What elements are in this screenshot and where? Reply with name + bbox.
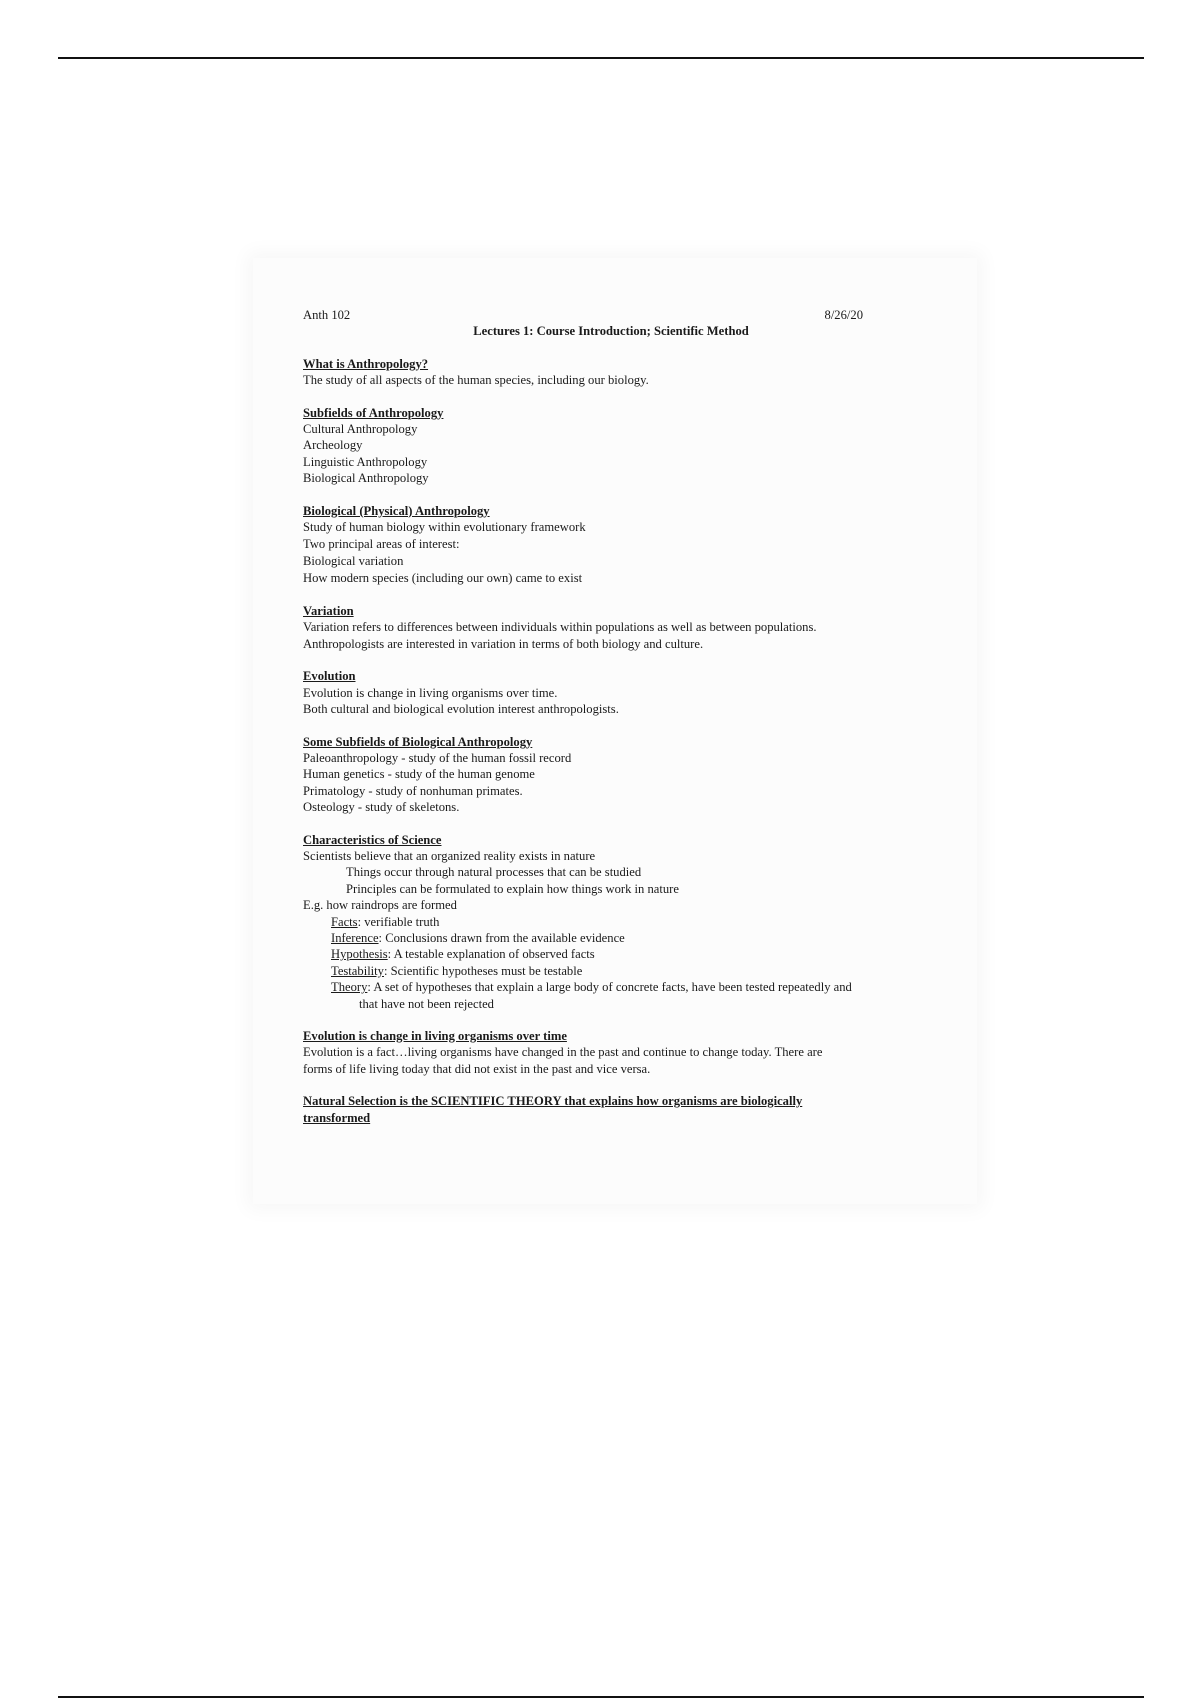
definition-term: Facts <box>331 914 358 929</box>
section-evolution-change <box>303 1028 943 1077</box>
definition-text: : Scientific hypotheses must be testable <box>383 963 583 978</box>
definition-term: Hypothesis <box>331 947 388 962</box>
text-line: The study of all aspects of the human species, including our biology. <box>303 373 649 388</box>
section-heading: Subfields of Anthropology <box>303 405 444 420</box>
list-item: Cultural Anthropology <box>303 422 418 437</box>
text-line: Two principal areas of interest: <box>303 537 460 552</box>
top-rule <box>58 57 1144 59</box>
section-heading: Natural Selection is the SCIENTIFIC THEORY that explains how organisms are biologically <box>303 1094 803 1109</box>
definition-item <box>303 963 943 979</box>
section-heading: Evolution is change in living organisms over time <box>303 1029 567 1043</box>
section-biological-anthropology <box>303 503 943 587</box>
list-item: Linguistic Anthropology <box>303 454 428 469</box>
section-subfields <box>303 405 943 487</box>
list-item: Human genetics - study of the human genome <box>303 767 535 782</box>
section-variation <box>303 603 943 652</box>
section-heading-continued: transformed <box>303 1110 371 1125</box>
course-code: Anth 102 <box>303 308 351 322</box>
section-heading: What is Anthropology? <box>303 356 429 371</box>
definition-item <box>303 914 943 930</box>
section-heading: Evolution <box>303 669 356 684</box>
lecture-notes <box>303 307 943 1126</box>
text-line: E.g. how raindrops are formed <box>303 898 457 913</box>
lecture-title: Lectures 1: Course Introduction; Scientific Method <box>473 324 749 339</box>
text-line: How modern species (including our own) came to exist <box>303 571 583 586</box>
text-line: Variation refers to differences between individuals within populations as well as between populations. <box>303 620 817 635</box>
section-bio-subfields <box>303 734 943 816</box>
text-line: Both cultural and biological evolution interest anthropologists. <box>303 702 619 717</box>
definition-text: : A testable explanation of observed facts <box>387 947 595 962</box>
section-natural-selection <box>303 1093 943 1126</box>
definition-term: Testability <box>331 963 384 978</box>
definition-text: : A set of hypotheses that explain a large body of concrete facts, have been tested repeatedly and <box>367 980 852 995</box>
definition-item <box>303 930 943 946</box>
text-line: Biological variation <box>303 554 404 569</box>
section-what-is-anthropology <box>303 356 943 389</box>
text-line: Principles can be formulated to explain how things work in nature <box>346 881 679 896</box>
list-item: Primatology - study of nonhuman primates. <box>303 783 523 798</box>
definition-text: : verifiable truth <box>357 914 440 929</box>
section-heading: Some Subfields of Biological Anthropology <box>303 734 533 749</box>
text-line: Evolution is a fact…living organisms have changed in the past and continue to change today. There are <box>303 1045 823 1060</box>
text-line: that have not been rejected <box>359 996 494 1011</box>
section-evolution <box>303 668 943 717</box>
list-item: Archeology <box>303 438 363 453</box>
text-line: forms of life living today that did not exist in the past and vice versa. <box>303 1061 651 1076</box>
definition-item <box>303 979 943 995</box>
bottom-rule <box>58 1696 1144 1698</box>
section-characteristics-of-science <box>303 832 943 1012</box>
text-line: Study of human biology within evolutionary framework <box>303 520 586 535</box>
list-item: Osteology - study of skeletons. <box>303 800 460 815</box>
section-heading: Biological (Physical) Anthropology <box>303 503 490 518</box>
text-line: Things occur through natural processes that can be studied <box>346 865 642 880</box>
definition-text: : Conclusions drawn from the available evidence <box>378 930 625 945</box>
definition-item <box>303 946 943 962</box>
list-item: Biological Anthropology <box>303 471 429 486</box>
header-row <box>303 307 943 323</box>
text-line: Evolution is change in living organisms over time. <box>303 685 558 700</box>
section-heading: Variation <box>303 604 354 619</box>
list-item: Paleoanthropology - study of the human fossil record <box>303 750 572 765</box>
lecture-date: 8/26/20 <box>824 308 863 322</box>
text-line: Scientists believe that an organized reality exists in nature <box>303 848 596 863</box>
definition-term: Theory <box>331 980 368 995</box>
text-line: Anthropologists are interested in variation in terms of both biology and culture. <box>303 636 704 651</box>
definition-term: Inference <box>331 930 379 945</box>
section-heading: Characteristics of Science <box>303 832 442 847</box>
